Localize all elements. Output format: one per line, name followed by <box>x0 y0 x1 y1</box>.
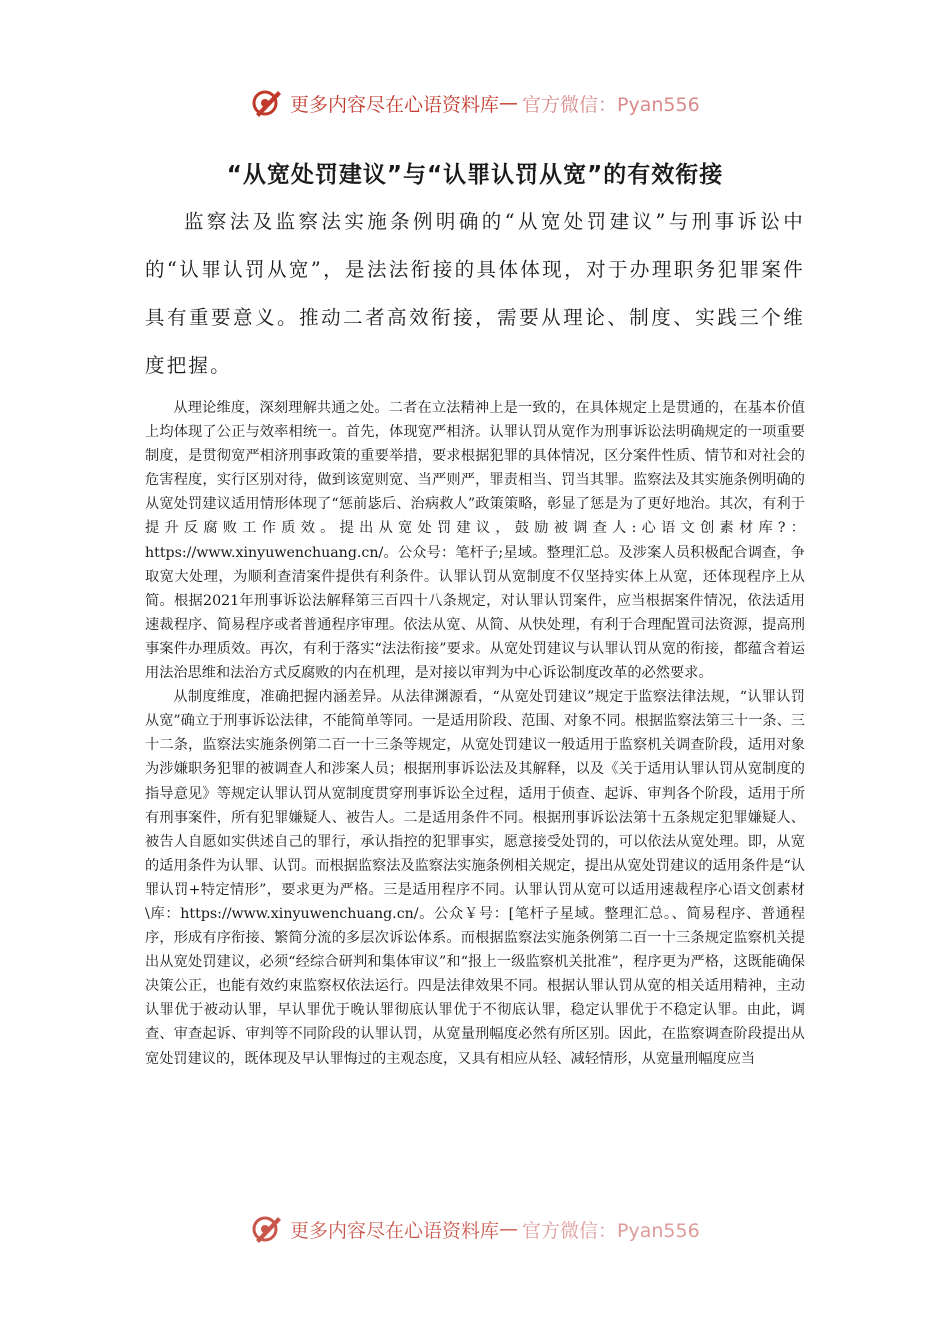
watermark-dash: — <box>499 1218 519 1240</box>
watermark-dash: — <box>499 92 519 114</box>
watermark-text: 更多内容尽在心语资料库 <box>290 1219 500 1242</box>
page-title: “从宽处罚建议”与“认罪认罚从宽”的有效衔接 <box>226 162 724 188</box>
pen-logo-icon <box>250 86 284 120</box>
intro-paragraph: 监察法及监察法实施条例明确的“从宽处罚建议”与刑事诉讼中的“认罪认罚从宽”，是法法衔接的具体体现，对于办理职务犯罪案件具有重要意义。推动二者高效衔接，需要从理论、制度、实践三个维度把握。 <box>145 210 805 377</box>
paragraph-theory: 从理论维度，深刻理解共通之处。二者在立法精神上是一致的，在具体规定上是贯通的，在基本价值上均体现了公正与效率相统一。首先，体现宽严相济。认罪认罚从宽作为刑事诉讼法明确规定的一项重要制度，是贯彻宽严相济刑事政策的重要举措，要求根据犯罪的具体情况，区分案件性质、情节和对社会的危害程度，实行区别对待，做到该宽则宽、当严则严，罪责相当、罚当其罪。监察法及其实施条例明确的从宽处罚建议适用情形体现了“惩前毖后、治病救人”政策策略，彰显了惩是为了更好地治。其次，有利于提升反腐败工作质效。提出从宽处罚建议，鼓励被调查人:心语文创素材库?：https://www.xinyuwenchuang.cn/。公众号：笔杆子;星域。整理汇总。及涉案人员积极配合调查，争取宽大处理，为顺利查清案件提供有利条件。认罪认罚从宽制度不仅坚持实体上从宽，还体现程序上从简。根据2021年刑事诉讼法解释第三百四十八条规定，对认罪认罚案件，应当根据案件情况，依法适用速裁程序、简易程序或者普通程序审理。依法从宽、从简、从快处理，有利于合理配置司法资源，提高刑事案件办理质效。再次，有利于落实“法法衔接”要求。从宽处罚建议与认罪认罚从宽的衔接，都蕴含着运用法治思维和法治方式反腐败的内在机理，是对接以审判为中心诉讼制度改革的必然要求。 <box>145 400 805 682</box>
watermark-wechat: 官方微信：Pyan556 <box>522 1219 700 1242</box>
paragraph-system: 从制度维度，准确把握内涵差异。从法律渊源看，“从宽处罚建议”规定于监察法律法规，“认罪认罚从宽”确立于刑事诉讼法律，不能简单等同。一是适用阶段、范围、对象不同。根据监察法第三十一条、三十二条，监察法实施条例第二百一十三条等规定，从宽处罚建议一般适用于监察机关调查阶段，适用对象为涉嫌职务犯罪的被调查人和涉案人员；根据刑事诉讼法及其解释，以及《关于适用认罪认罚从宽制度的指导意见》等规定认罪认罚从宽制度贯穿刑事诉讼全过程，适用于侦查、起诉、审判各个阶段，适用于所有刑事案件，所有犯罪嫌疑人、被告人。二是适用条件不同。根据刑事诉讼法第十五条规定犯罪嫌疑人、被告人自愿如实供述自己的罪行，承认指控的犯罪事实，愿意接受处罚的，可以依法从宽处理。即，从宽的适用条件为认罪、认罚。而根据监察法及监察法实施条例相关规定，提出从宽处罚建议的适用条件是“认罪认罚+特定情形”，要求更为严格。三是适用程序不同。认罪认罚从宽可以适用速裁程序心语文创素材\库：https://www.xinyuwenchuang.cn/。公众￥号：[笔杆子星域。整理汇总。、简易程序、普通程序，形成有序衔接、繁简分流的多层次诉讼体系。而根据监察法实施条例第二百一十三条规定监察机关提出从宽处罚建议，必须“经综合研判和集体审议”和“报上一级监察机关批准”，程序更为严格，这既能确保决策公正，也能有效约束监察权依法运行。四是法律效果不同。根据认罪认罚从宽的相关适用精神，主动认罪优于被动认罪，早认罪优于晚认罪彻底认罪优于不彻底认罪，稳定认罪优于不稳定认罪。由此，调查、审查起诉、审判等不同阶段的认罪认罚，从宽量刑幅度必然有所区别。因此，在监察调查阶段提出从宽处罚建议的，既体现及早认罪悔过的主观态度，又具有相应从轻、减轻情形，从宽量刑幅度应当 <box>145 689 805 1067</box>
watermark-footer <box>250 1212 700 1246</box>
body-text <box>145 396 805 1071</box>
watermark-header <box>250 86 700 120</box>
watermark-text: 更多内容尽在心语资料库 <box>290 93 500 116</box>
pen-logo-icon <box>250 1212 284 1246</box>
watermark-wechat: 官方微信：Pyan556 <box>522 93 700 116</box>
